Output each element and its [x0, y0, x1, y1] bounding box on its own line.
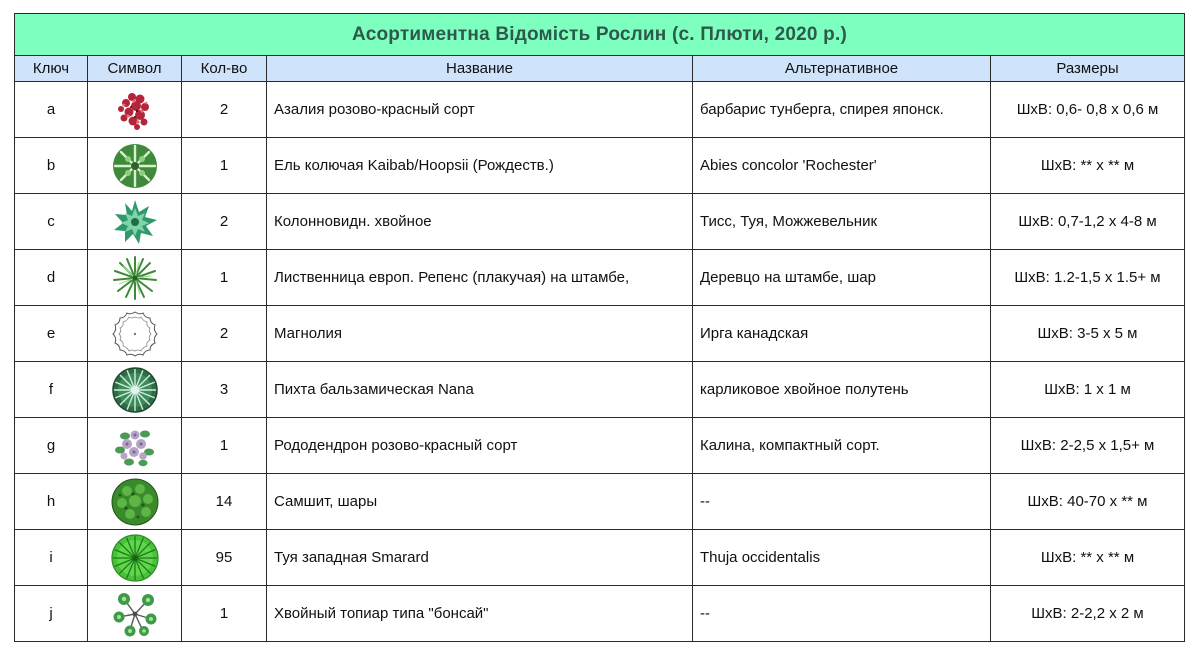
row-symbol — [88, 418, 182, 474]
row-name: Хвойный топиар типа "бонсай" — [267, 586, 693, 642]
row-symbol — [88, 530, 182, 586]
row-size: ШхВ: 1 х 1 м — [991, 362, 1185, 418]
row-key: e — [15, 306, 88, 362]
row-size: ШхВ: 40-70 х ** м — [991, 474, 1185, 530]
header-qty: Кол-во — [182, 56, 267, 82]
row-alt: барбарис тунберга, спирея японск. — [693, 82, 991, 138]
boxwood-ball-icon — [110, 477, 160, 527]
row-symbol — [88, 306, 182, 362]
bonsai-topiary-icon — [110, 589, 160, 639]
table-row — [15, 418, 1185, 474]
row-alt: -- — [693, 586, 991, 642]
row-key: a — [15, 82, 88, 138]
row-name: Рододендрон розово-красный сорт — [267, 418, 693, 474]
red-azalea-shrub-icon — [112, 87, 158, 133]
weeping-larch-icon — [111, 254, 159, 302]
header-size: Размеры — [991, 56, 1185, 82]
row-qty: 1 — [182, 250, 267, 306]
row-alt: -- — [693, 474, 991, 530]
row-name: Колонновидн. хвойное — [267, 194, 693, 250]
row-key: b — [15, 138, 88, 194]
row-qty: 3 — [182, 362, 267, 418]
table-row — [15, 362, 1185, 418]
table-row — [15, 194, 1185, 250]
row-size: ШхВ: 0,6- 0,8 х 0,6 м — [991, 82, 1185, 138]
table-row — [15, 306, 1185, 362]
row-size: ШхВ: ** х ** м — [991, 138, 1185, 194]
row-key: j — [15, 586, 88, 642]
row-key: h — [15, 474, 88, 530]
row-qty: 95 — [182, 530, 267, 586]
row-alt: карликовое хвойное полутень — [693, 362, 991, 418]
row-qty: 2 — [182, 82, 267, 138]
plant-schedule-table — [14, 13, 1185, 642]
row-size: ШхВ: 1.2-1,5 х 1.5+ м — [991, 250, 1185, 306]
row-symbol — [88, 138, 182, 194]
header-symbol: Символ — [88, 56, 182, 82]
table-row — [15, 474, 1185, 530]
row-alt: Thuja occidentalis — [693, 530, 991, 586]
row-name: Лиственница европ. Репенс (плакучая) на штамбе, — [267, 250, 693, 306]
row-symbol — [88, 474, 182, 530]
row-qty: 2 — [182, 306, 267, 362]
row-key: f — [15, 362, 88, 418]
table-title: Асортиментна Відомість Рослин (с. Плюти, 2020 р.) — [15, 14, 1185, 56]
row-name: Пихта бальзамическая Nana — [267, 362, 693, 418]
row-name: Ель колючая Kaibab/Hoopsii (Рождеств.) — [267, 138, 693, 194]
row-name: Азалия розово-красный сорт — [267, 82, 693, 138]
row-name: Самшит, шары — [267, 474, 693, 530]
row-qty: 14 — [182, 474, 267, 530]
row-qty: 1 — [182, 138, 267, 194]
thuja-icon — [110, 533, 160, 583]
row-qty: 2 — [182, 194, 267, 250]
header-row — [15, 56, 1185, 82]
row-key: g — [15, 418, 88, 474]
rhododendron-icon — [111, 422, 159, 470]
table-row — [15, 530, 1185, 586]
row-key: i — [15, 530, 88, 586]
header-alt: Альтернативное — [693, 56, 991, 82]
row-qty: 1 — [182, 586, 267, 642]
spruce-tree-icon — [111, 142, 159, 190]
row-alt: Тисс, Туя, Можжевельник — [693, 194, 991, 250]
row-size: ШхВ: 2-2,5 х 1,5+ м — [991, 418, 1185, 474]
row-alt: Abies concolor 'Rochester' — [693, 138, 991, 194]
row-symbol — [88, 362, 182, 418]
header-key: Ключ — [15, 56, 88, 82]
plant-schedule-sheet — [14, 13, 1184, 642]
row-symbol — [88, 586, 182, 642]
row-qty: 1 — [182, 418, 267, 474]
row-name: Туя западная Smarard — [267, 530, 693, 586]
table-row — [15, 250, 1185, 306]
row-key: c — [15, 194, 88, 250]
row-name: Магнолия — [267, 306, 693, 362]
row-key: d — [15, 250, 88, 306]
row-alt: Ирга канадская — [693, 306, 991, 362]
row-size: ШхВ: 2-2,2 х 2 м — [991, 586, 1185, 642]
row-symbol — [88, 250, 182, 306]
balsam-fir-icon — [111, 366, 159, 414]
magnolia-outline-icon — [110, 309, 160, 359]
row-size: ШхВ: ** х ** м — [991, 530, 1185, 586]
row-size: ШхВ: 3-5 х 5 м — [991, 306, 1185, 362]
row-alt: Калина, компактный сорт. — [693, 418, 991, 474]
row-symbol — [88, 82, 182, 138]
row-size: ШхВ: 0,7-1,2 х 4-8 м — [991, 194, 1185, 250]
row-symbol — [88, 194, 182, 250]
header-name: Название — [267, 56, 693, 82]
table-row — [15, 586, 1185, 642]
columnar-conifer-icon — [111, 198, 159, 246]
table-row — [15, 138, 1185, 194]
table-row — [15, 82, 1185, 138]
row-alt: Деревцо на штамбе, шар — [693, 250, 991, 306]
